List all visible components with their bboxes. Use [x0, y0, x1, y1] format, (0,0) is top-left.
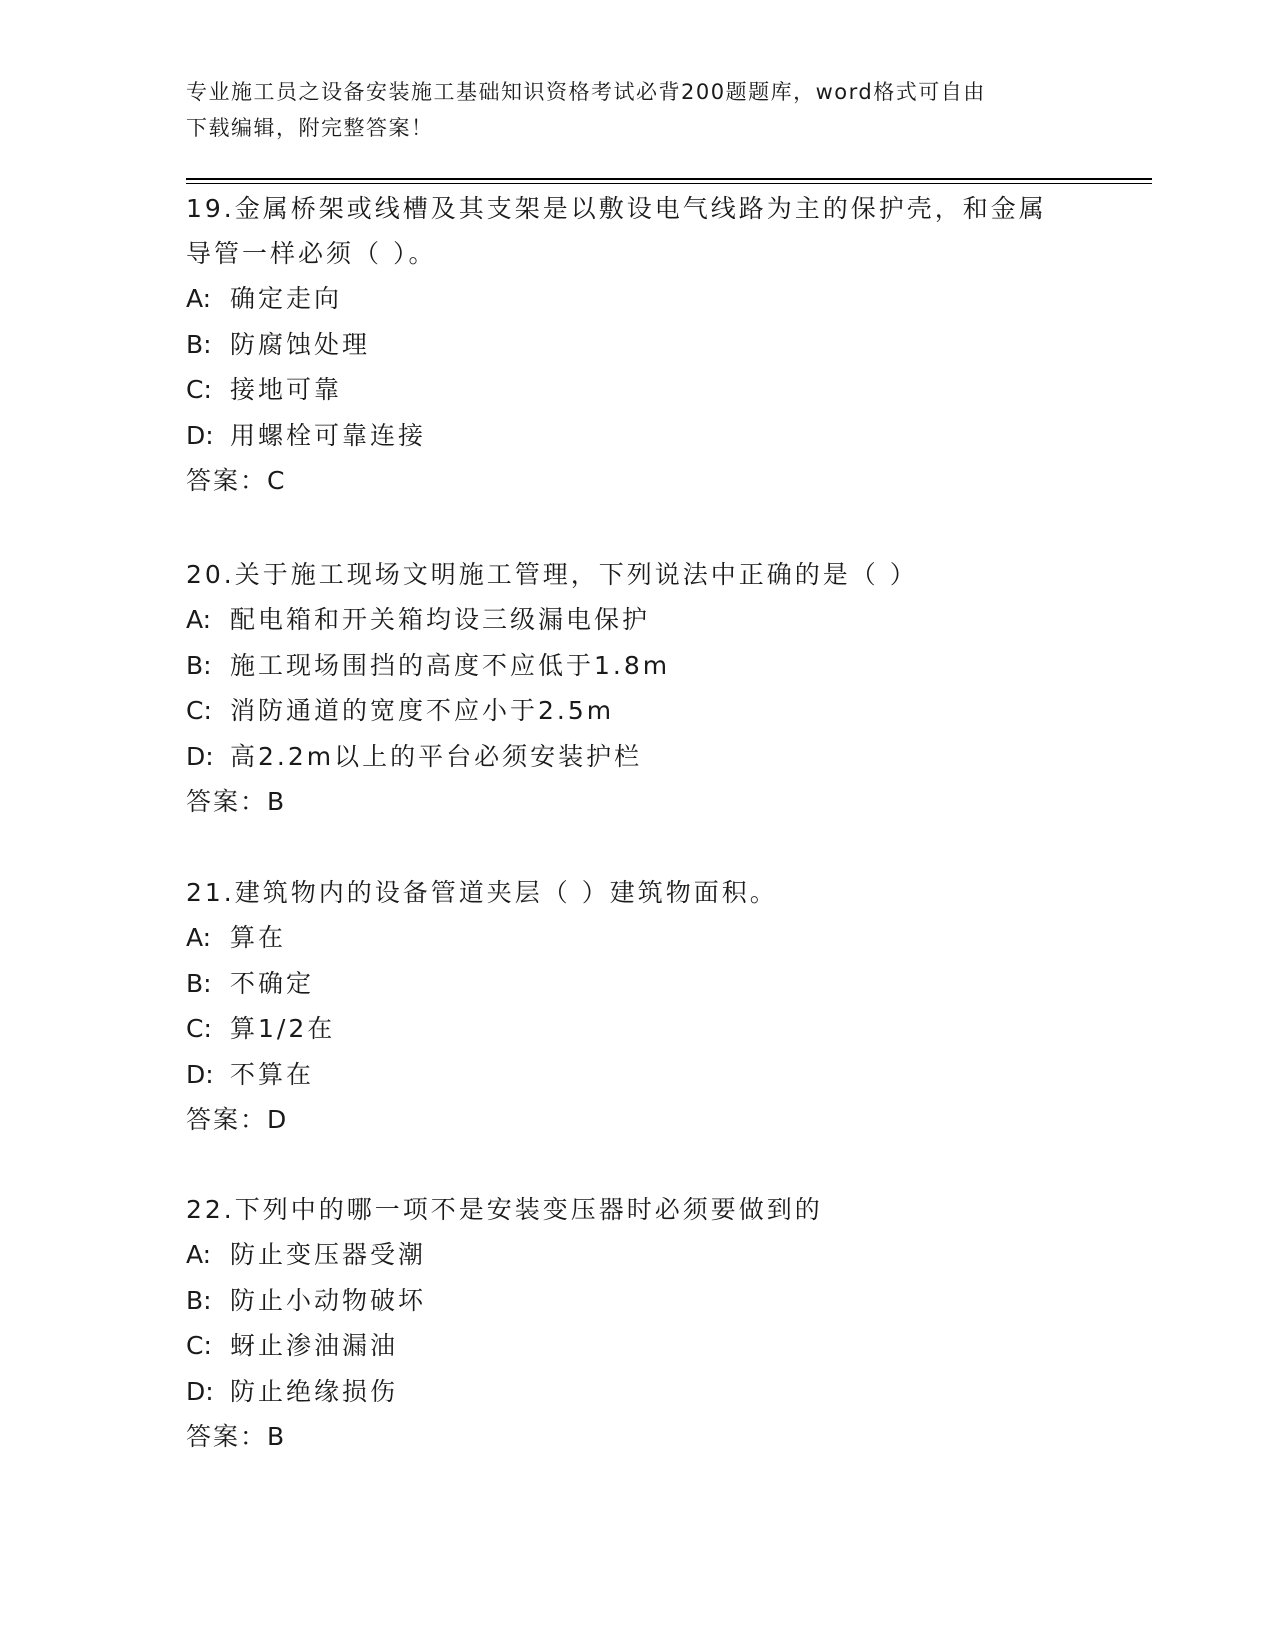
question-21	[186, 870, 1086, 1143]
option-c	[186, 688, 1086, 734]
option-d	[186, 413, 1086, 459]
option-letter: D:	[186, 1376, 214, 1406]
question-20	[186, 552, 1086, 825]
option-a	[186, 1232, 1086, 1278]
option-text: 高2.2m以上的平台必须安装护栏	[230, 741, 643, 771]
option-letter: D:	[186, 1059, 214, 1089]
option-letter: B:	[186, 968, 212, 998]
option-text: 防止绝缘损伤	[230, 1376, 399, 1406]
option-text: 防止小动物破坏	[230, 1285, 427, 1315]
option-d	[186, 734, 1086, 780]
option-letter: D:	[186, 420, 214, 450]
option-c	[186, 1006, 1086, 1052]
option-letter: B:	[186, 1285, 212, 1315]
answer-line: 答案：B	[186, 1422, 287, 1451]
answer-line: 答案：D	[186, 1105, 289, 1134]
option-c	[186, 1323, 1086, 1369]
option-b	[186, 322, 1086, 368]
question-stem: 19.金属桥架或线槽及其支架是以敷设电气线路为主的保护壳，和金属	[186, 194, 1047, 223]
header-divider-thick	[186, 178, 1152, 180]
option-letter: A:	[186, 1240, 212, 1269]
option-b	[186, 961, 1086, 1007]
option-text: 算在	[230, 923, 287, 952]
option-b	[186, 643, 1086, 689]
question-stem: 21.建筑物内的设备管道夹层（ ）建筑物面积。	[186, 878, 778, 907]
question-stem-continued: 导管一样必须（ ）。	[186, 239, 437, 268]
option-letter: B:	[186, 329, 212, 359]
option-a	[186, 597, 1086, 643]
option-text: 蚜止渗油漏油	[230, 1331, 399, 1360]
option-text: 消防通道的宽度不应小于2.5m	[230, 696, 615, 725]
option-text: 不确定	[230, 968, 315, 998]
option-letter: A:	[186, 923, 212, 952]
option-b	[186, 1278, 1086, 1324]
option-letter: C:	[186, 375, 212, 404]
option-text: 施工现场围挡的高度不应低于1.8m	[230, 650, 671, 680]
document-header	[186, 74, 1086, 146]
option-letter: C:	[186, 696, 212, 725]
answer-line: 答案：B	[186, 787, 287, 816]
option-text: 配电箱和开关箱均设三级漏电保护	[230, 605, 651, 634]
option-letter: A:	[186, 284, 212, 313]
header-line-1: 专业施工员之设备安装施工基础知识资格考试必背200题题库，word格式可自由	[186, 80, 986, 104]
question-stem: 20.关于施工现场文明施工管理，下列说法中正确的是（ ）	[186, 560, 918, 589]
option-text: 防止变压器受潮	[230, 1240, 427, 1269]
option-letter: D:	[186, 741, 214, 771]
option-letter: A:	[186, 605, 212, 634]
header-line-2: 下载编辑，附完整答案！	[186, 116, 434, 140]
question-22	[186, 1187, 1086, 1460]
option-letter: C:	[186, 1331, 212, 1360]
option-text: 算1/2在	[230, 1014, 336, 1043]
option-c	[186, 367, 1086, 413]
header-divider-thin	[186, 183, 1152, 184]
option-text: 防腐蚀处理	[230, 329, 371, 359]
option-letter: C:	[186, 1014, 212, 1043]
option-text: 接地可靠	[230, 375, 343, 404]
option-text: 不算在	[230, 1059, 315, 1089]
option-d	[186, 1052, 1086, 1098]
answer-line: 答案：C	[186, 466, 287, 495]
option-d	[186, 1369, 1086, 1415]
option-a	[186, 276, 1086, 322]
question-stem: 22.下列中的哪一项不是安装变压器时必须要做到的	[186, 1195, 823, 1224]
option-text: 用螺栓可靠连接	[230, 420, 427, 450]
option-text: 确定走向	[230, 284, 343, 313]
option-letter: B:	[186, 650, 212, 680]
question-19	[186, 186, 1086, 504]
option-a	[186, 915, 1086, 961]
